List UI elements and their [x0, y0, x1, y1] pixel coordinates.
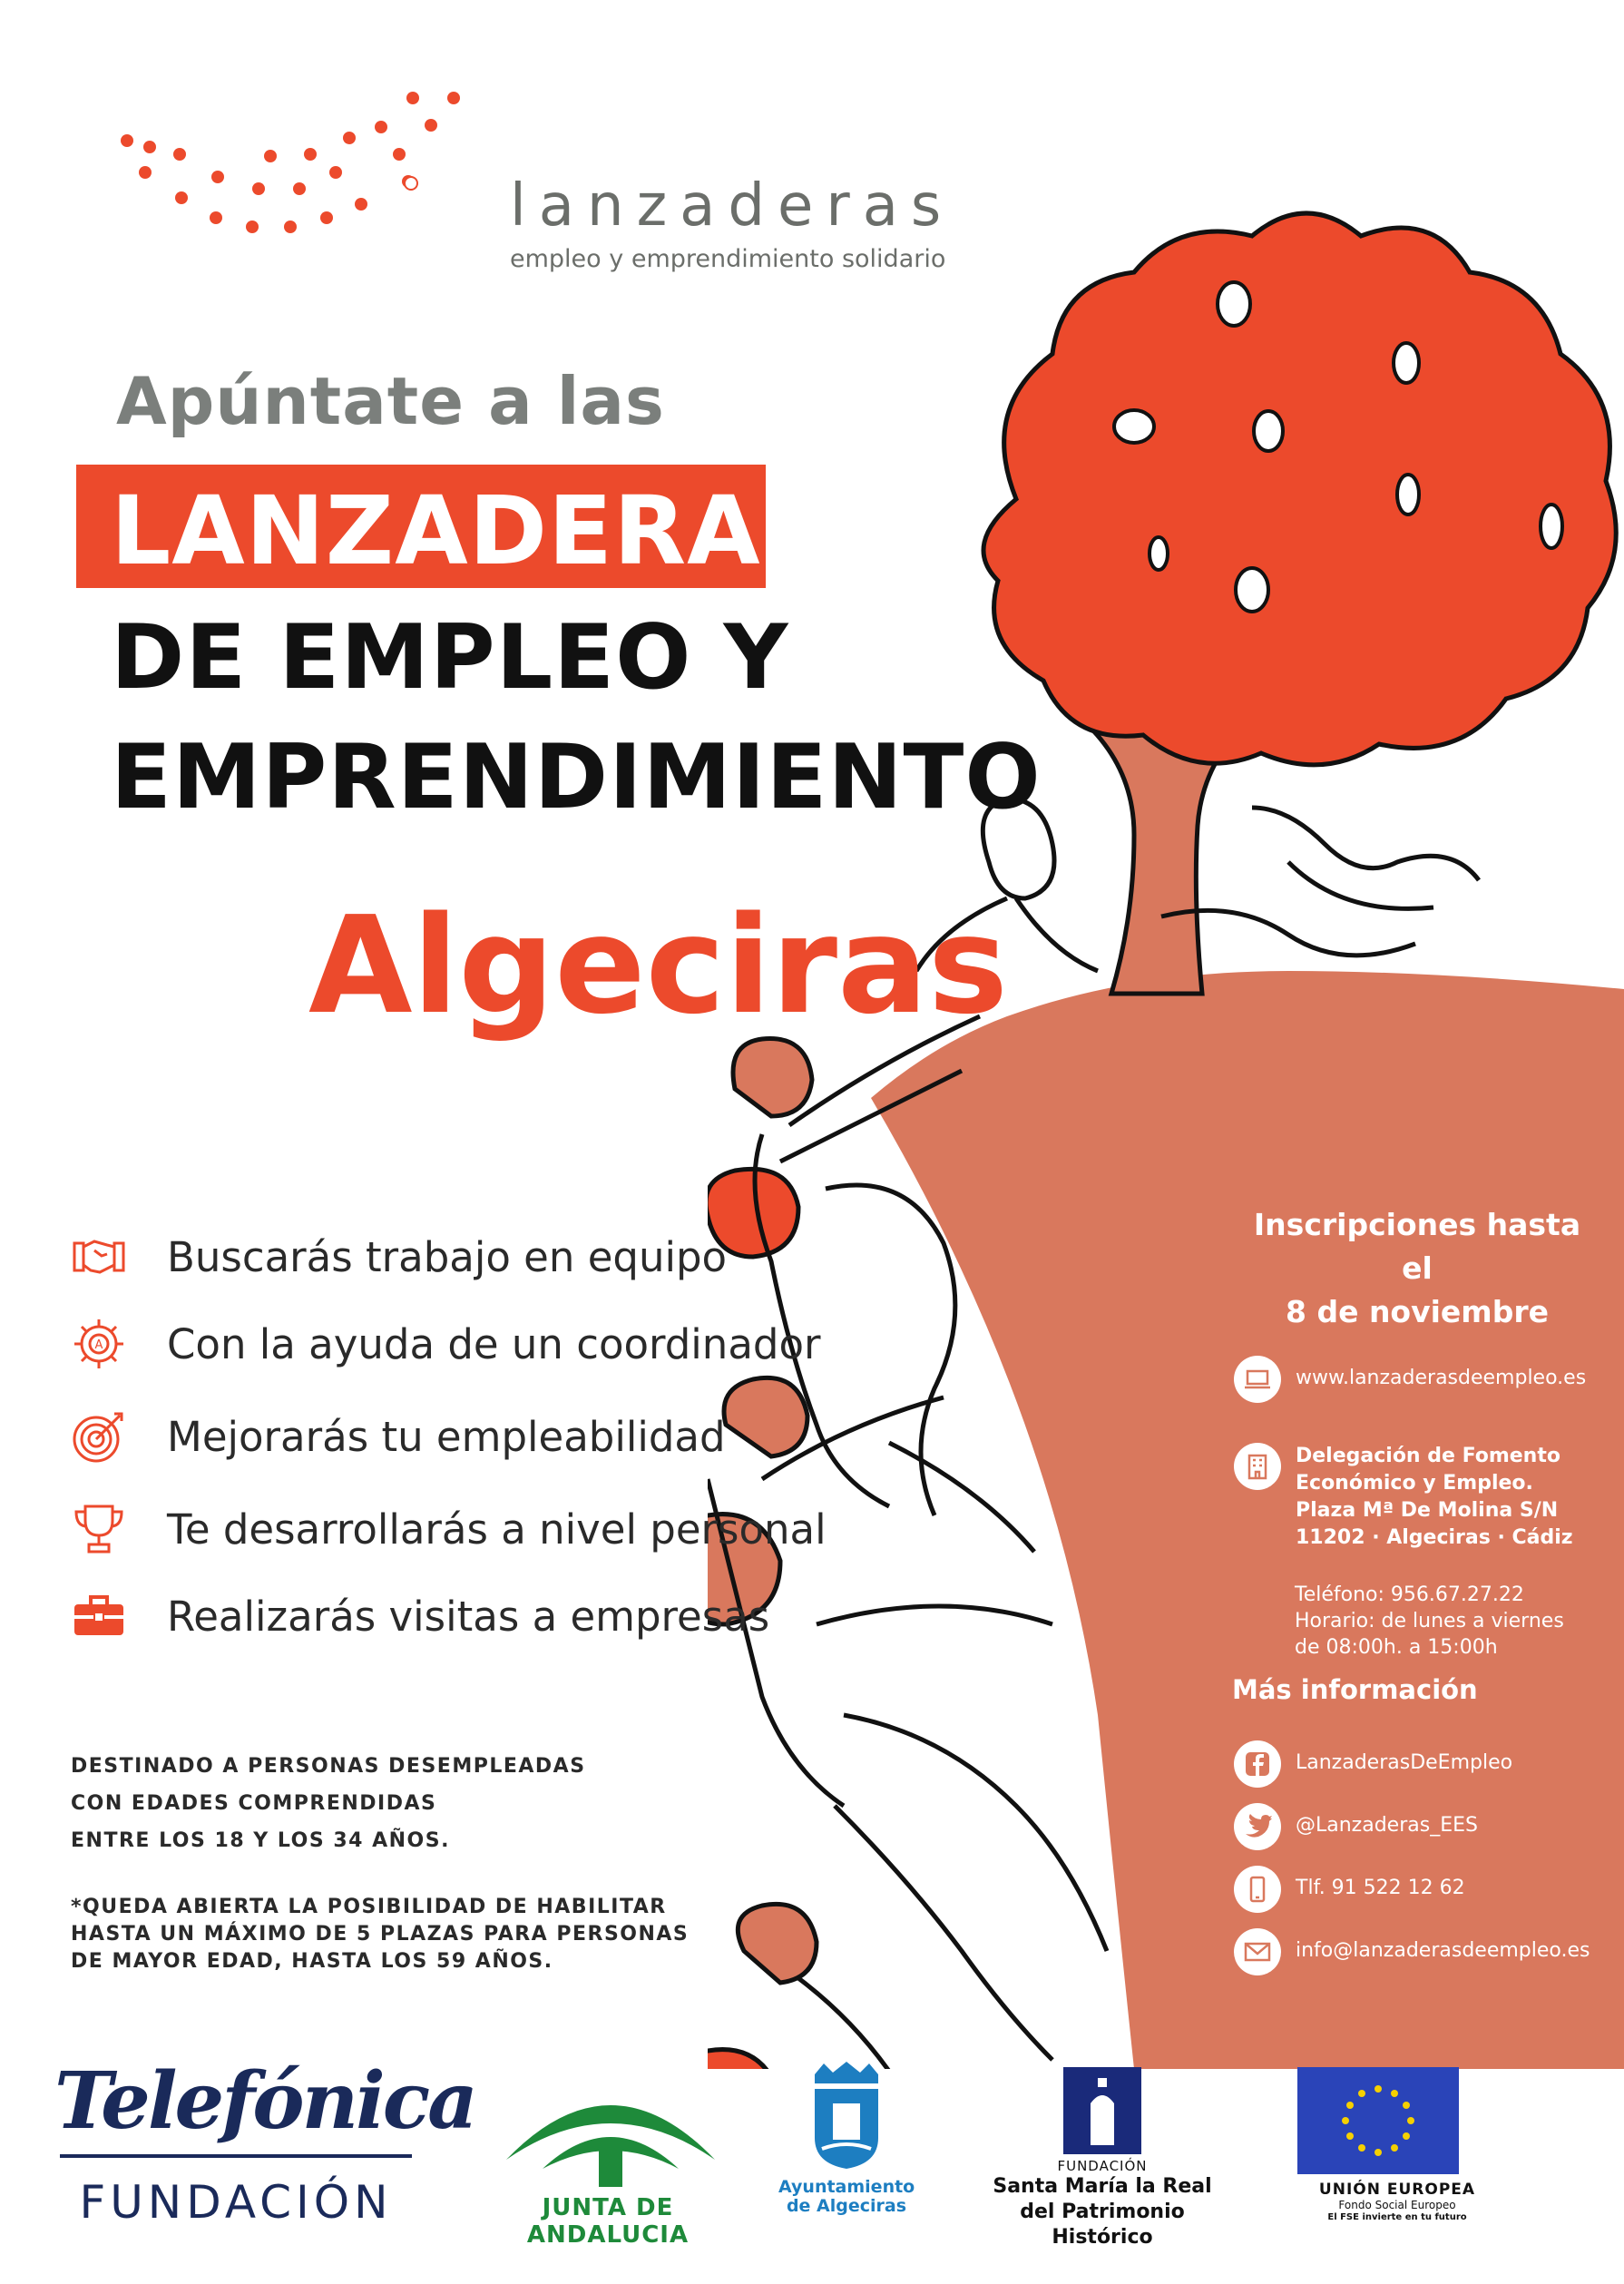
- twitter-row[interactable]: [1234, 1803, 1615, 1850]
- lanzaderas-logo-dots: [109, 82, 490, 254]
- feature-item: [71, 1225, 815, 1289]
- hours-line: de 08:00h. a 15:00h: [1295, 1636, 1498, 1659]
- address-row: [1234, 1443, 1615, 1552]
- email-icon: [1234, 1928, 1281, 1975]
- eu-line: El FSE invierte en tu futuro: [1327, 2212, 1467, 2222]
- address-text: [1296, 1443, 1573, 1552]
- santa-maria-line: FUNDACIÓN: [1057, 2158, 1148, 2174]
- junta-andalucia-logo: [497, 2060, 724, 2196]
- hours-line: Horario: de lunes a viernes: [1295, 1610, 1564, 1632]
- address-line: Delegación de Fomento: [1296, 1445, 1560, 1467]
- santa-maria-logo-icon: [1063, 2067, 1141, 2154]
- registration-deadline: [1245, 1203, 1590, 1334]
- gear-icon: [71, 1316, 127, 1372]
- headline-line-1: DE EMPLEO Y: [111, 606, 789, 710]
- feature-text: Con la ayuda de un coordinador: [167, 1319, 821, 1368]
- feature-text: Te desarrollarás a nivel personal: [167, 1505, 827, 1554]
- address-line: Plaza Mª De Molina S/N: [1296, 1499, 1559, 1522]
- ayuntamiento-shield-icon: [806, 2062, 887, 2171]
- audience-note-line: HASTA UN MÁXIMO DE 5 PLAZAS PARA PERSONAS: [71, 1923, 690, 1946]
- audience-line: CON EDADES COMPRENDIDAS: [71, 1792, 437, 1815]
- audience-note-line: *QUEDA ABIERTA LA POSIBILIDAD DE HABILITAR: [71, 1896, 667, 1918]
- phone-link[interactable]: Tlf. 91 522 12 62: [1296, 1877, 1465, 1899]
- facebook-icon: [1234, 1740, 1281, 1788]
- handshake-icon: [71, 1229, 127, 1285]
- feature-item: [71, 1405, 815, 1468]
- phone-row[interactable]: [1234, 1866, 1615, 1913]
- eu-line: Fondo Social Europeo: [1338, 2199, 1456, 2211]
- eu-flag-icon: [1297, 2067, 1459, 2174]
- ayuntamiento-line: Ayuntamiento: [778, 2177, 915, 2197]
- contact-details: [1295, 1582, 1564, 1661]
- trophy-icon: [71, 1501, 127, 1557]
- feature-item: [71, 1584, 815, 1648]
- headline-banner: [76, 465, 830, 588]
- more-info-heading: Más información: [1232, 1674, 1478, 1705]
- telefonica-divider: [60, 2154, 412, 2158]
- audience-note-line: DE MAYOR EDAD, HASTA LOS 59 AÑOS.: [71, 1950, 553, 1973]
- telefonica-fundacion: FUNDACIÓN: [79, 2176, 393, 2229]
- tree-crown: [983, 213, 1616, 765]
- santa-maria-label: [975, 2158, 1229, 2250]
- eu-label: [1270, 2181, 1524, 2222]
- telefonica-fundacion-logo: [54, 2055, 475, 2229]
- building-icon: [1234, 1443, 1281, 1490]
- svg-text:A: A: [94, 1338, 103, 1352]
- headline-city: Algeciras: [308, 887, 1009, 1044]
- telefonica-wordmark: Telefónica: [54, 2055, 475, 2147]
- address-line: 11202 · Algeciras · Cádiz: [1296, 1526, 1573, 1549]
- ayuntamiento-label: [778, 2178, 915, 2216]
- headline-intro: Apúntate a las: [116, 363, 665, 439]
- santa-maria-line: del Patrimonio Histórico: [1020, 2201, 1185, 2249]
- facebook-link[interactable]: LanzaderasDeEmpleo: [1296, 1751, 1513, 1774]
- ayuntamiento-line: de Algeciras: [786, 2196, 907, 2216]
- eu-line: UNIÓN EUROPEA: [1318, 2181, 1476, 2199]
- website-link[interactable]: www.lanzaderasdeempleo.es: [1296, 1367, 1587, 1389]
- feature-text: Buscarás trabajo en equipo: [167, 1232, 728, 1281]
- feature-item: [71, 1497, 827, 1561]
- junta-andalucia-label: JUNTA DE ANDALUCIA: [526, 2194, 690, 2249]
- facebook-row[interactable]: [1234, 1740, 1615, 1788]
- email-link[interactable]: info@lanzaderasdeempleo.es: [1296, 1939, 1590, 1962]
- target-icon: [71, 1408, 127, 1465]
- laptop-icon: [1234, 1356, 1281, 1403]
- headline-line-2: EMPRENDIMIENTO: [111, 726, 1042, 829]
- audience-note: [71, 1894, 689, 1975]
- brand-name: lanzaderas: [510, 172, 954, 240]
- website-row[interactable]: [1234, 1356, 1615, 1403]
- feature-text: Realizarás visitas a empresas: [167, 1592, 770, 1641]
- twitter-icon: [1234, 1803, 1281, 1850]
- twitter-link[interactable]: @Lanzaderas_EES: [1296, 1814, 1478, 1837]
- audience-line: DESTINADO A PERSONAS DESEMPLEADAS: [71, 1755, 586, 1778]
- briefcase-icon: [71, 1588, 127, 1644]
- email-row[interactable]: [1234, 1928, 1615, 1975]
- audience-text: [71, 1748, 586, 1859]
- deadline-line: Inscripciones hasta el: [1253, 1207, 1581, 1286]
- audience-line: ENTRE LOS 18 Y LOS 34 AÑOS.: [71, 1829, 450, 1852]
- feature-text: Mejorarás tu empleabilidad: [167, 1412, 726, 1461]
- brand-subtitle: empleo y emprendimiento solidario: [510, 245, 946, 273]
- phone-text: Teléfono: 956.67.27.22: [1295, 1583, 1524, 1606]
- feature-item: [71, 1312, 821, 1376]
- santa-maria-line: Santa María la Real: [993, 2175, 1212, 2198]
- headline-banner-text: LANZADERAS: [111, 475, 830, 586]
- phone-icon: [1234, 1866, 1281, 1913]
- address-line: Económico y Empleo.: [1296, 1472, 1533, 1495]
- deadline-date: 8 de noviembre: [1286, 1294, 1549, 1329]
